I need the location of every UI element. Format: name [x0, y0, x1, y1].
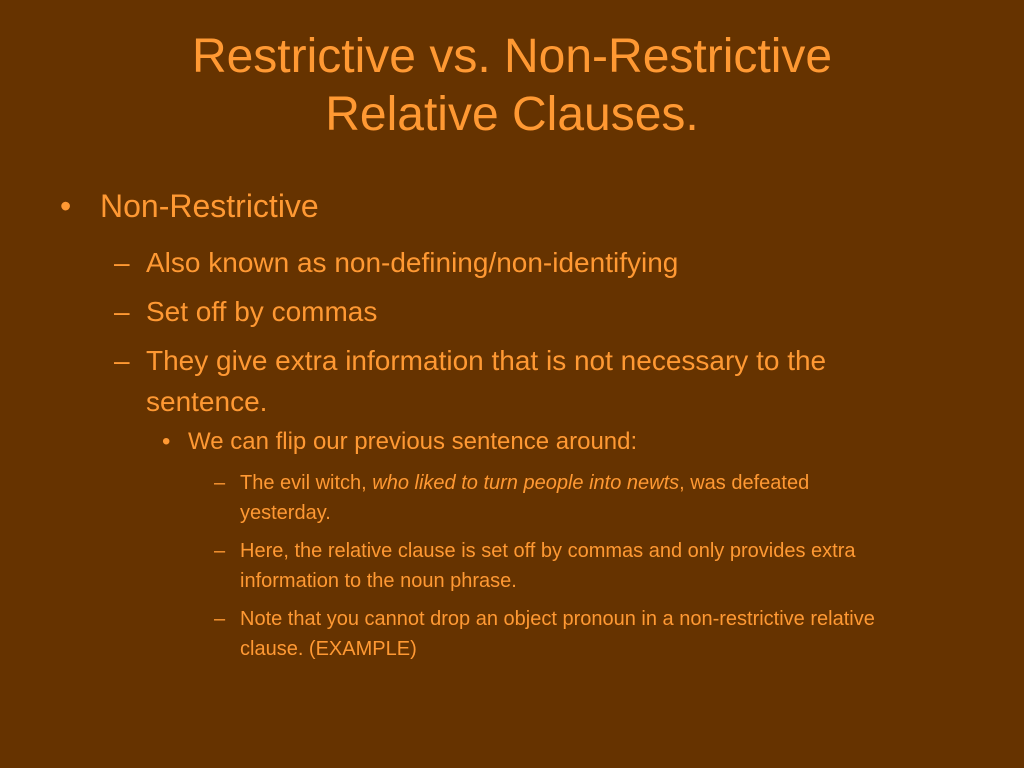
bullet-marker: •	[60, 188, 72, 224]
bullet-non-restrictive	[60, 186, 319, 226]
detail-item-text: Here, the relative clause is set off by commas and only provides extra information to the noun phrase.	[240, 540, 856, 592]
sub-bullet-label: We can flip our previous sentence around:	[188, 428, 638, 455]
bullet-label: Non-Restrictive	[100, 188, 319, 224]
dash-marker: –	[214, 472, 226, 494]
sub-item-text: Also known as non-defining/non-identifying	[146, 247, 679, 278]
slide-title-line-2: Relative Clauses.	[325, 88, 699, 141]
sub-item	[114, 340, 936, 422]
sub-item-text: Set off by commas	[146, 296, 378, 327]
dash-marker: –	[214, 608, 226, 630]
dash-marker: –	[114, 296, 130, 327]
slide-title	[60, 28, 964, 144]
slide-title-line-1: Restrictive vs. Non-Restrictive	[191, 30, 833, 83]
detail-item-text	[240, 468, 900, 528]
sub-bullet	[162, 426, 637, 458]
detail-item-note	[214, 604, 900, 664]
dash-marker: –	[214, 540, 226, 562]
example-after: , was defeated yesterday.	[240, 472, 810, 524]
example-relative-clause: who liked to turn people into newts	[372, 472, 680, 494]
dash-marker: –	[114, 345, 130, 376]
dash-marker: –	[114, 247, 130, 278]
sub-item-text: They give extra information that is not necessary to the sentence.	[146, 345, 827, 417]
sub-item	[114, 242, 936, 283]
sub-bullet-marker: •	[162, 428, 171, 455]
example-before: The evil witch,	[240, 472, 373, 494]
detail-item-text: Note that you cannot drop an object pronoun in a non-restrictive relative clause. (EXAMPLE)	[240, 608, 875, 660]
sub-item	[114, 291, 936, 332]
detail-item-example	[214, 468, 900, 528]
detail-item-explanation	[214, 536, 900, 596]
